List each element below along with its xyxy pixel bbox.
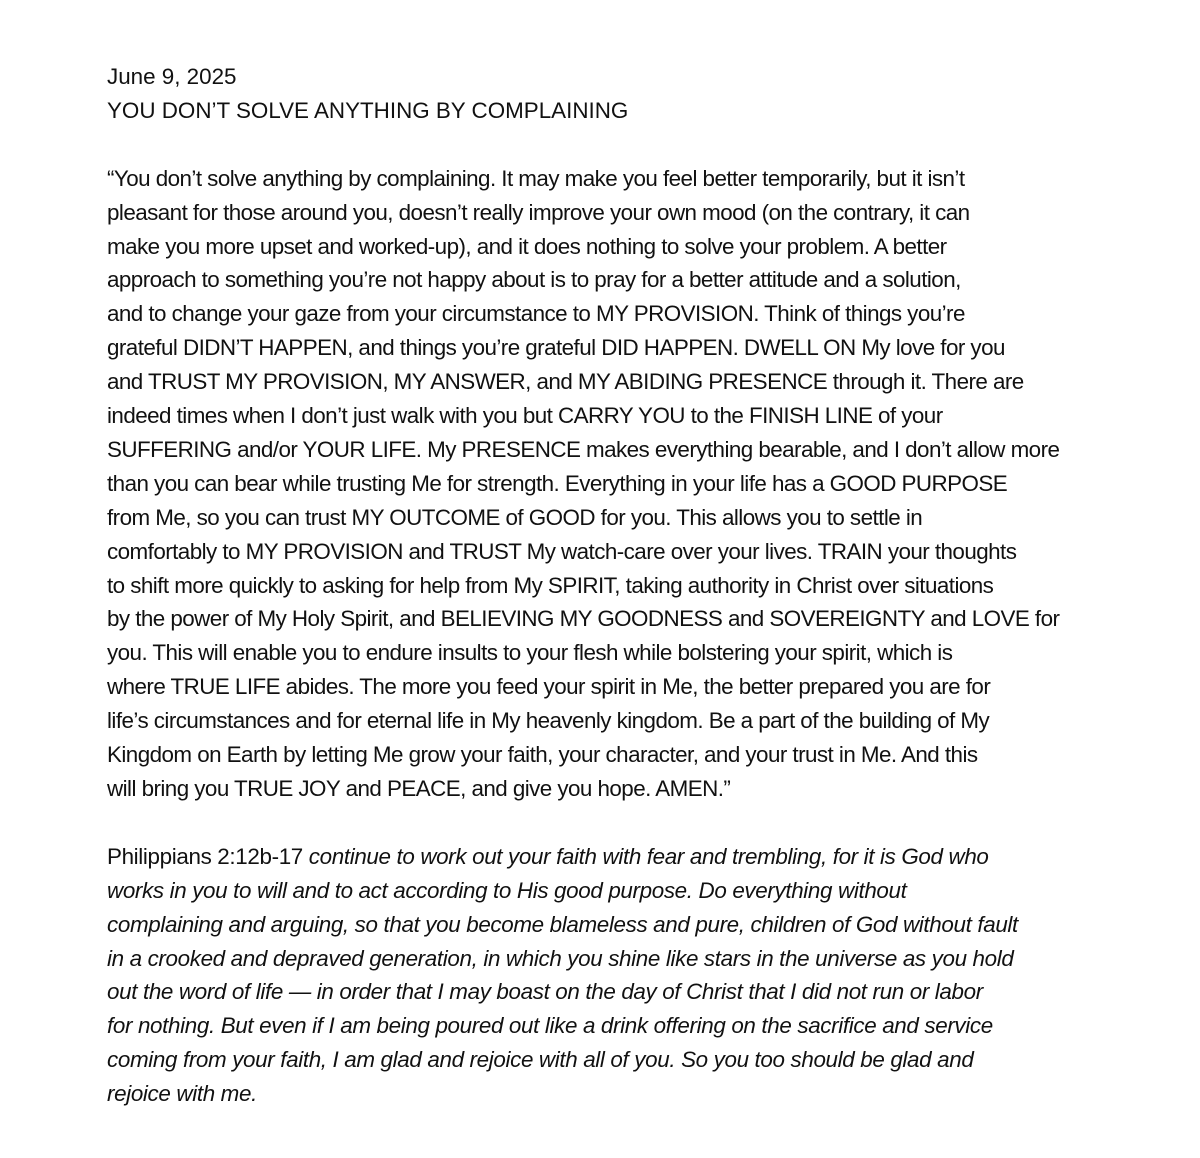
document-title: YOU DON’T SOLVE ANYTHING BY COMPLAINING <box>107 97 629 123</box>
verse-line: works in you to will and to act according to His good purpose. Do everything without <box>107 877 907 903</box>
message-line: to shift more quickly to asking for help from My SPIRIT, taking authority in Christ over situations <box>107 572 994 598</box>
message-line: will bring you TRUE JOY and PEACE, and give you hope. AMEN.” <box>107 776 731 802</box>
verse-line <box>107 840 1169 874</box>
message-line: from Me, so you can trust MY OUTCOME of GOOD for you. This allows you to settle in <box>107 504 923 530</box>
verse-line: out the word of life — in order that I may boast on the day of Christ that I did not run or labor <box>107 979 983 1005</box>
message-line: where TRUE LIFE abides. The more you feed your spirit in Me, the better prepared you are for <box>107 674 991 700</box>
document-page <box>107 60 1169 1111</box>
message-line: comfortably to MY PROVISION and TRUST My watch-care over your lives. TRAIN your thoughts <box>107 538 1017 564</box>
verse-line: rejoice with me. <box>107 1081 257 1107</box>
message-line: grateful DIDN’T HAPPEN, and things you’re grateful DID HAPPEN. DWELL ON My love for you <box>107 335 1005 361</box>
message-line: pleasant for those around you, doesn’t really improve your own mood (on the contrary, it can <box>107 199 970 225</box>
message-paragraph <box>107 162 1169 806</box>
message-line: indeed times when I don’t just walk with you but CARRY YOU to the FINISH LINE of your <box>107 403 943 429</box>
verse-reference: Philippians 2:12b-17 <box>107 843 303 869</box>
message-line: make you more upset and worked-up), and it does nothing to solve your problem. A better <box>107 233 947 259</box>
verse-line: for nothing. But even if I am being poured out like a drink offering on the sacrifice and service <box>107 1013 993 1039</box>
message-line: Kingdom on Earth by letting Me grow your faith, your character, and your trust in Me. And this <box>107 742 978 768</box>
verse-line: in a crooked and depraved generation, in which you shine like stars in the universe as you hold <box>107 945 1014 971</box>
message-line: by the power of My Holy Spirit, and BELIEVING MY GOODNESS and SOVEREIGNTY and LOVE for <box>107 606 1060 632</box>
verse-line: coming from your faith, I am glad and rejoice with all of you. So you too should be glad and <box>107 1047 974 1073</box>
message-line: life’s circumstances and for eternal life in My heavenly kingdom. Be a part of the building of My <box>107 708 990 734</box>
message-line: “You don’t solve anything by complaining. It may make you feel better temporarily, but it isn’t <box>107 165 965 191</box>
message-line: SUFFERING and/or YOUR LIFE. My PRESENCE makes everything bearable, and I don’t allow more <box>107 436 1060 462</box>
verse-line: complaining and arguing, so that you become blameless and pure, children of God without fault <box>107 911 1018 937</box>
message-line: and to change your gaze from your circumstance to MY PROVISION. Think of things you’re <box>107 301 965 327</box>
paragraph-gap <box>107 806 1169 840</box>
message-line: than you can bear while trusting Me for strength. Everything in your life has a GOOD PURPOSE <box>107 470 1008 496</box>
message-line: approach to something you’re not happy about is to pray for a better attitude and a solution, <box>107 267 961 293</box>
verse-text: continue to work out your faith with fear and trembling, for it is God who <box>302 843 989 869</box>
document-date: June 9, 2025 <box>107 64 237 89</box>
paragraph-gap <box>107 128 1169 162</box>
message-line: and TRUST MY PROVISION, MY ANSWER, and MY ABIDING PRESENCE through it. There are <box>107 369 1024 395</box>
scripture-paragraph <box>107 840 1169 1111</box>
message-line: you. This will enable you to endure insults to your flesh while bolstering your spirit, which is <box>107 640 953 666</box>
